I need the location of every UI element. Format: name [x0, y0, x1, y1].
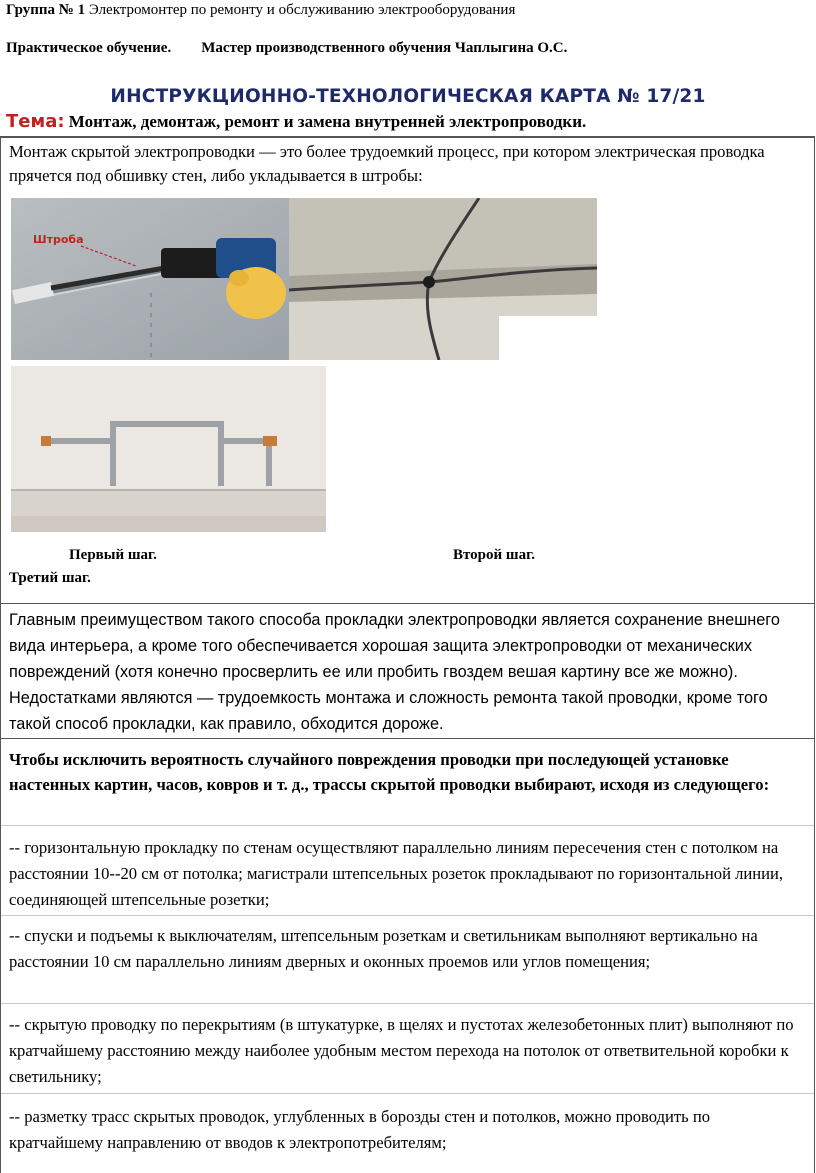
- rules-section: [0, 738, 815, 1173]
- intro-section: [0, 136, 815, 604]
- chase-label: Штроба: [33, 233, 84, 246]
- intro-text: Монтаж скрытой электропроводки — это более трудоемкий процесс, при котором электрическая проводка прячется под обшивку стен, либо укладывается в штробы:: [9, 142, 765, 185]
- practice-line: [6, 40, 567, 57]
- photo-wall-chasing: [11, 198, 289, 360]
- group-label: Группа № 1: [6, 2, 86, 18]
- divider: [1, 825, 814, 826]
- group-line: [6, 2, 515, 19]
- step-second: Второй шаг.: [453, 547, 535, 563]
- step-first: Первый шаг.: [69, 547, 157, 563]
- step-third: Третий шаг.: [9, 570, 91, 586]
- rule-item-1: -- горизонтальную прокладку по стенам осуществляют параллельно линиям пересечения стен с потолком на расстоянии 10--20 см от потолка; магистрали штепсельных розеток прокладывают по горизонтальной линии, соединяющей штепсельные розетки;: [9, 838, 784, 909]
- rules-heading: Чтобы исключить вероятность случайного повреждения проводки при последующей установке настенных картин, часов, ковров и т. д., трассы скрытой проводки выбирают, исходя из следующего:: [9, 750, 770, 794]
- advantages-section: [0, 603, 815, 739]
- topic-label: Тема:: [6, 111, 65, 132]
- wall-chasing-image: [11, 198, 289, 360]
- advantages-text: Главным преимуществом такого способа прокладки электропроводки является сохранение внешнего вида интерьера, а кроме того обеспечивается хорошая защита электропроводки от механических повреждений (хотя конечно просверлить ее или пробить гвоздем вешая картину все же можно). Недостатками являются — трудоемкость монтажа и сложность ремонта такой проводки, кроме того такой способ прокладки, как правило, обходится дороже.: [9, 611, 780, 733]
- wall-sockets-image: [11, 366, 326, 532]
- divider: [1, 1093, 814, 1094]
- divider: [1, 1003, 814, 1004]
- rule-item-4: -- разметку трасс скрытых проводок, углубленных в борозды стен и потолков, можно проводить по кратчайшему направлению от вводов к электропотребителям;: [9, 1107, 711, 1152]
- topic-text: Монтаж, демонтаж, ремонт и замена внутренней электропроводки.: [64, 112, 587, 131]
- practice-label: Практическое обучение.: [6, 40, 172, 56]
- photo-ceiling-wiring: [289, 198, 597, 360]
- divider: [1, 915, 814, 916]
- photo-wall-sockets: [11, 366, 326, 532]
- master-label: Мастер производственного обучения Чаплыгина О.С.: [201, 40, 568, 56]
- rule-item-3: -- скрытую проводку по перекрытиям (в штукатурке, в щелях и пустотах железобетонных плит) выполняют по кратчайшему расстоянию между наиболее удобным местом перехода на потолок от ответвительной коробки к светильнику;: [9, 1015, 794, 1086]
- group-text: Электромонтер по ремонту и обслуживанию электрооборудования: [85, 2, 516, 18]
- topic-line: [6, 111, 586, 132]
- ceiling-wiring-image: [289, 198, 597, 360]
- rule-item-2: -- спуски и подъемы к выключателям, штепсельным розеткам и светильникам выполняют вертикально на расстоянии 10 см параллельно линиям дверных и оконных проемов или углов помещения;: [9, 926, 758, 971]
- page-title: ИНСТРУКЦИОННО-ТЕХНОЛОГИЧЕСКАЯ КАРТА № 17/21: [110, 86, 706, 107]
